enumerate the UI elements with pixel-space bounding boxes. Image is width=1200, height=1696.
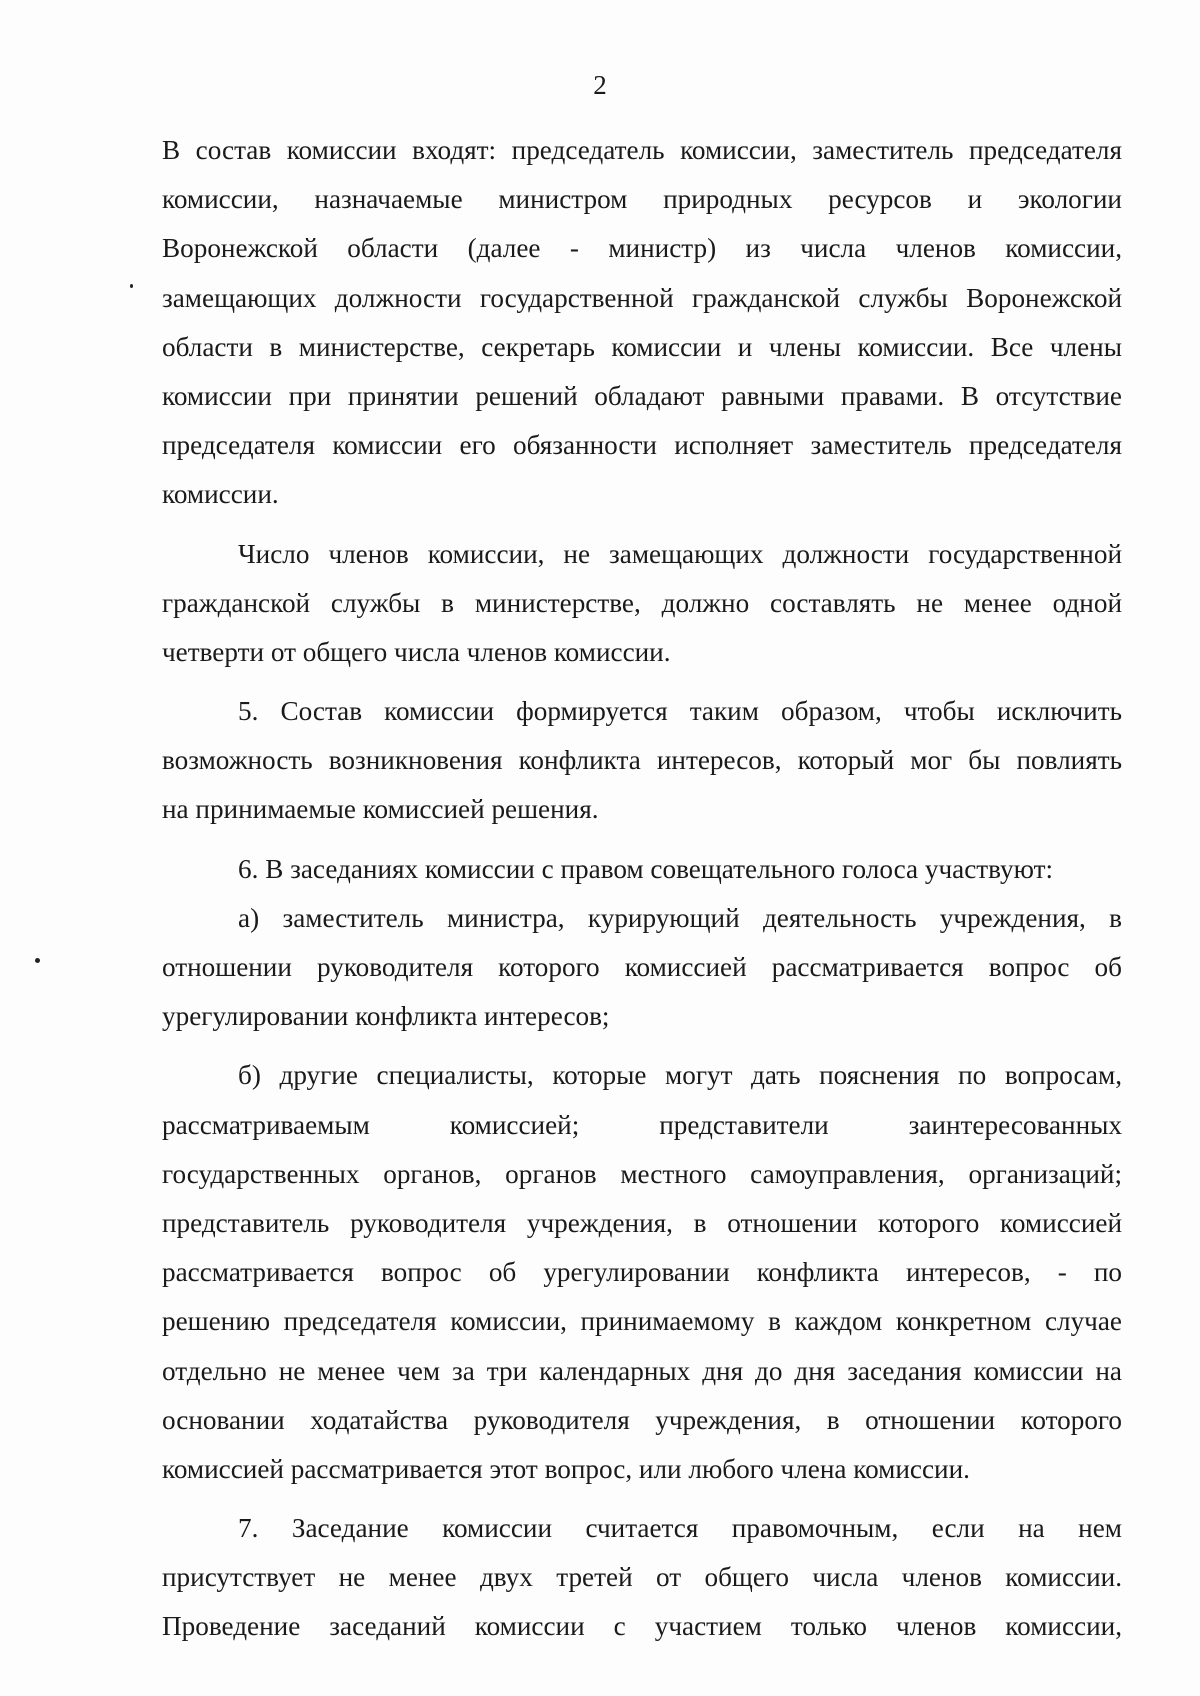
paragraph	[162, 845, 1122, 894]
text-line: Проведение заседаний комиссии с участием только членов комиссии,	[162, 1611, 1122, 1642]
text-line: Воронежской области (далее - министр) из числа членов комиссии,	[162, 233, 1122, 264]
scan-speck	[35, 958, 40, 963]
text-line: а) заместитель министра, курирующий деятельность учреждения, в	[238, 902, 1122, 933]
paragraph	[162, 687, 1122, 835]
text-line: государственных органов, органов местного самоуправления, организаций;	[162, 1158, 1122, 1189]
document-body	[162, 126, 1122, 1652]
text-line: комиссии, назначаемые министром природных ресурсов и экологии	[162, 184, 1122, 215]
text-line: на принимаемые комиссией решения.	[162, 794, 599, 825]
text-line: б) другие специалисты, которые могут дать пояснения по вопросам,	[238, 1060, 1122, 1091]
text-line: решению председателя комиссии, принимаемому в каждом конкретном случае	[162, 1306, 1122, 1337]
text-line: возможность возникновения конфликта интересов, который мог бы повлиять	[162, 745, 1122, 776]
paragraph	[162, 894, 1122, 1042]
text-line: основании ходатайства руководителя учреждения, в отношении которого	[162, 1404, 1122, 1435]
text-line: области в министерстве, секретарь комиссии и члены комиссии. Все члены	[162, 331, 1122, 362]
text-line: замещающих должности государственной гражданской службы Воронежской	[162, 282, 1122, 313]
paragraph	[162, 530, 1122, 678]
text-line: гражданской службы в министерстве, должно составлять не менее одной	[162, 587, 1122, 618]
paragraph	[162, 1051, 1122, 1494]
text-line: рассматриваемым комиссией; представители заинтересованных	[162, 1109, 1122, 1140]
text-line: присутствует не менее двух третей от общего числа членов комиссии.	[162, 1562, 1122, 1593]
text-line: председателя комиссии его обязанности исполняет заместитель председателя	[162, 430, 1122, 461]
text-line: Число членов комиссии, не замещающих должности государственной	[238, 538, 1122, 569]
text-line: отдельно не менее чем за три календарных дня до дня заседания комиссии на	[162, 1355, 1122, 1386]
text-line: комиссии при принятии решений обладают равными правами. В отсутствие	[162, 380, 1122, 411]
text-line: рассматривается вопрос об урегулировании конфликта интересов, - по	[162, 1257, 1122, 1288]
text-line: отношении руководителя которого комиссией рассматривается вопрос об	[162, 952, 1122, 982]
paragraph	[162, 126, 1122, 520]
text-line: урегулировании конфликта интересов;	[162, 1001, 610, 1032]
text-line: комиссией рассматривается этот вопрос, или любого члена комиссии.	[162, 1453, 970, 1484]
text-line: комиссии.	[162, 479, 279, 510]
scan-speck	[130, 284, 133, 288]
text-line: представитель руководителя учреждения, в отношении которого комиссией	[162, 1207, 1122, 1238]
text-line: В состав комиссии входят: председатель комиссии, заместитель председателя	[162, 135, 1122, 165]
text-line: 6. В заседаниях комиссии с правом совещательного голоса участвуют:	[238, 853, 1054, 884]
text-line: четверти от общего числа членов комиссии.	[162, 636, 671, 667]
text-line: 5. Состав комиссии формируется таким образом, чтобы исключить	[238, 696, 1122, 727]
page-number: 2	[593, 70, 607, 100]
text-line: 7. Заседание комиссии считается правомочным, если на нем	[238, 1513, 1122, 1544]
paragraph	[162, 1504, 1122, 1652]
